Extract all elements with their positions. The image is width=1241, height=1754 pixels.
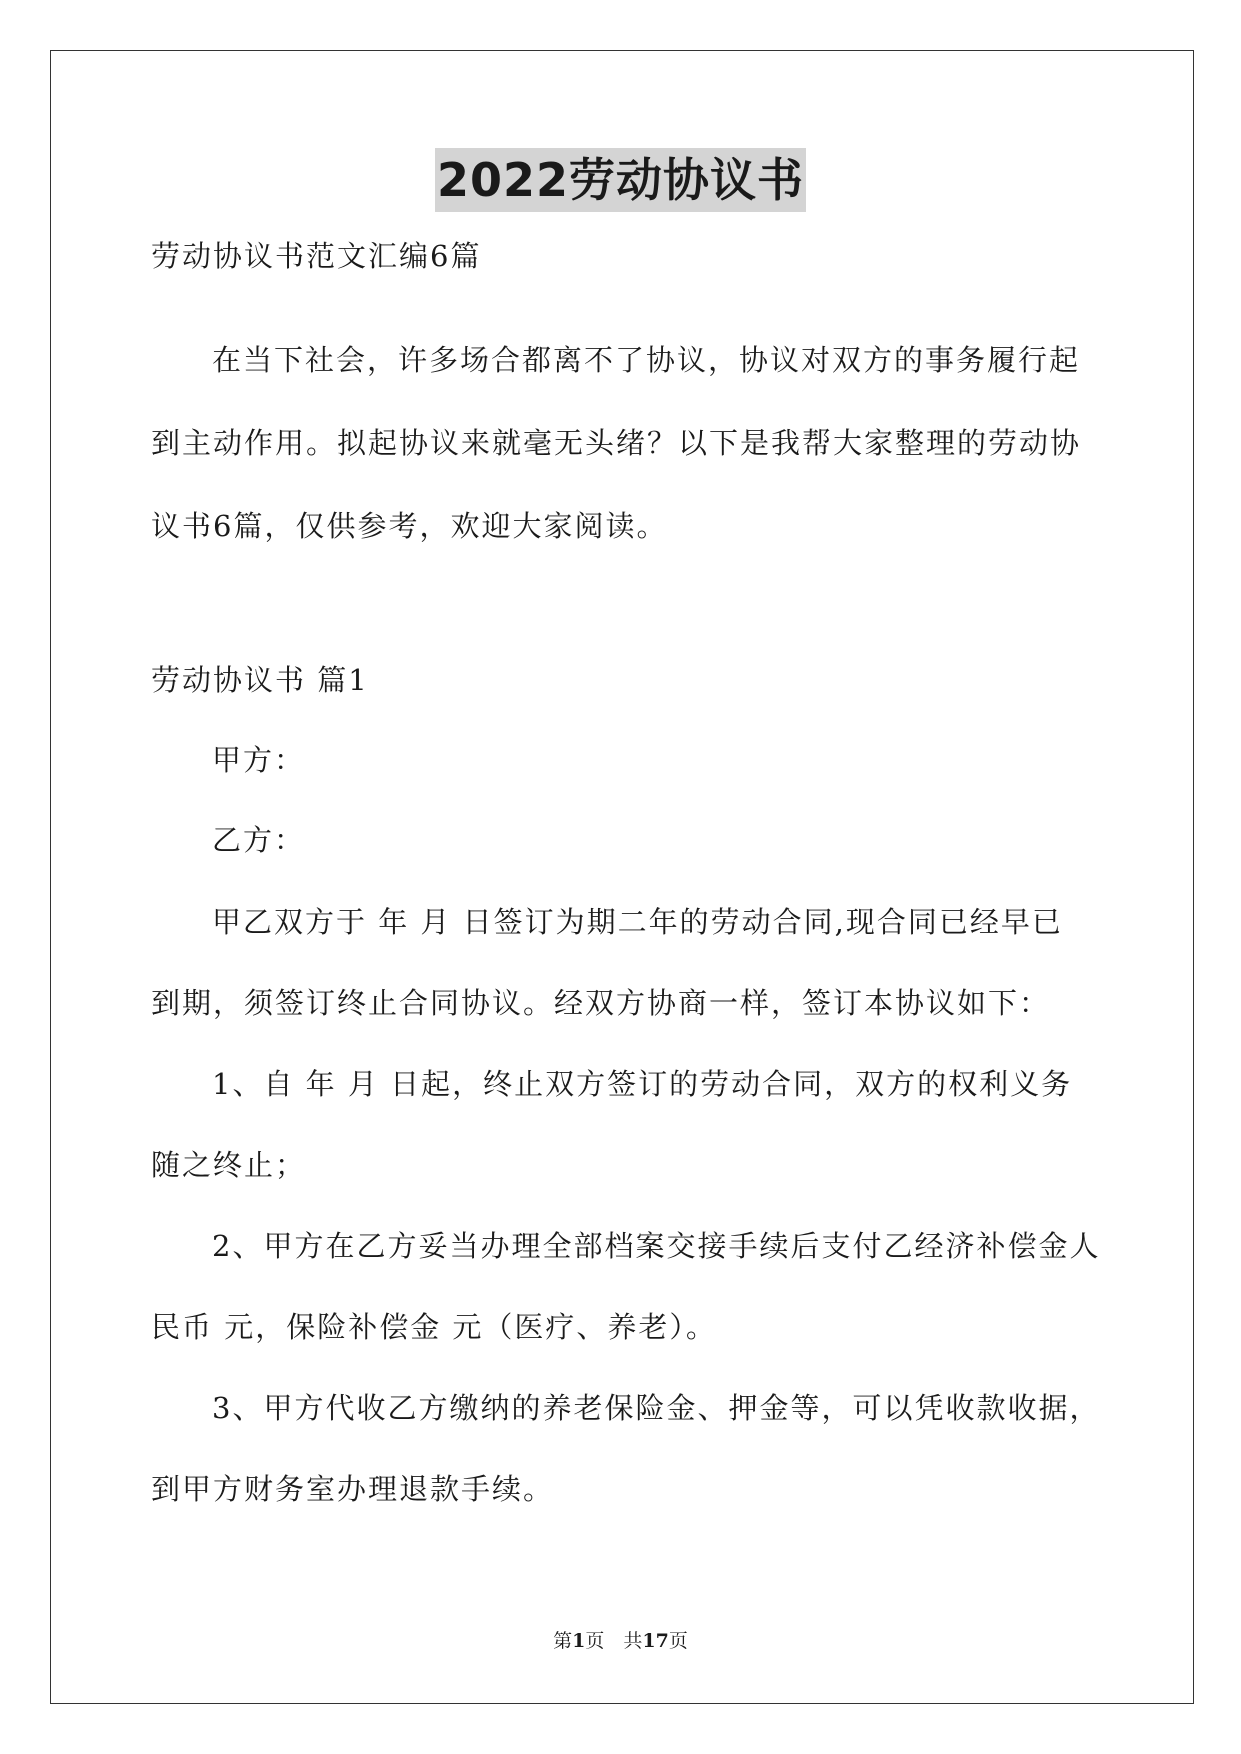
- body-line-1: 甲乙双方于 年 月 日签订为期二年的劳动合同,现合同已经早已: [212, 905, 1063, 939]
- footer-page-suffix: 页: [668, 1630, 688, 1652]
- footer-page-prefix: 第: [553, 1630, 573, 1652]
- document-subtitle: 劳动协议书范文汇编6篇: [151, 239, 482, 273]
- footer-page-total: 17: [642, 1630, 669, 1652]
- body-line-7: 3、甲方代收乙方缴纳的养老保险金、押金等，可以凭收款收据，: [212, 1391, 1101, 1425]
- footer-page-mid: 页 共: [585, 1630, 643, 1652]
- body-line-2: 到期，须签订终止合同协议。经双方协商一样，签订本协议如下：: [151, 986, 1051, 1020]
- intro-line-2: 到主动作用。拟起协议来就毫无头绪？以下是我帮大家整理的劳动协: [151, 426, 1082, 460]
- party-a-label: 甲方：: [212, 743, 306, 777]
- body-line-3: 1、自 年 月 日起，终止双方签订的劳动合同，双方的权利义务: [212, 1067, 1073, 1101]
- body-line-6: 民币 元，保险补偿金 元（医疗、养老）。: [151, 1310, 717, 1344]
- intro-line-3: 议书6篇，仅供参考，欢迎大家阅读。: [151, 509, 668, 543]
- intro-line-1: 在当下社会，许多场合都离不了协议，协议对双方的事务履行起: [212, 343, 1081, 377]
- body-line-8: 到甲方财务室办理退款手续。: [151, 1472, 555, 1506]
- section-heading: 劳动协议书 篇1: [151, 663, 369, 697]
- body-line-5: 2、甲方在乙方妥当办理全部档案交接手续后支付乙经济补偿金人: [212, 1229, 1101, 1263]
- document-title: 2022劳动协议书: [435, 148, 806, 212]
- party-b-label: 乙方：: [212, 823, 306, 857]
- page-border: [50, 50, 1194, 1704]
- body-line-4: 随之终止；: [151, 1148, 307, 1182]
- title-container: [0, 148, 1241, 212]
- footer-page-number: 1: [572, 1630, 586, 1652]
- page-footer: [0, 1628, 1241, 1654]
